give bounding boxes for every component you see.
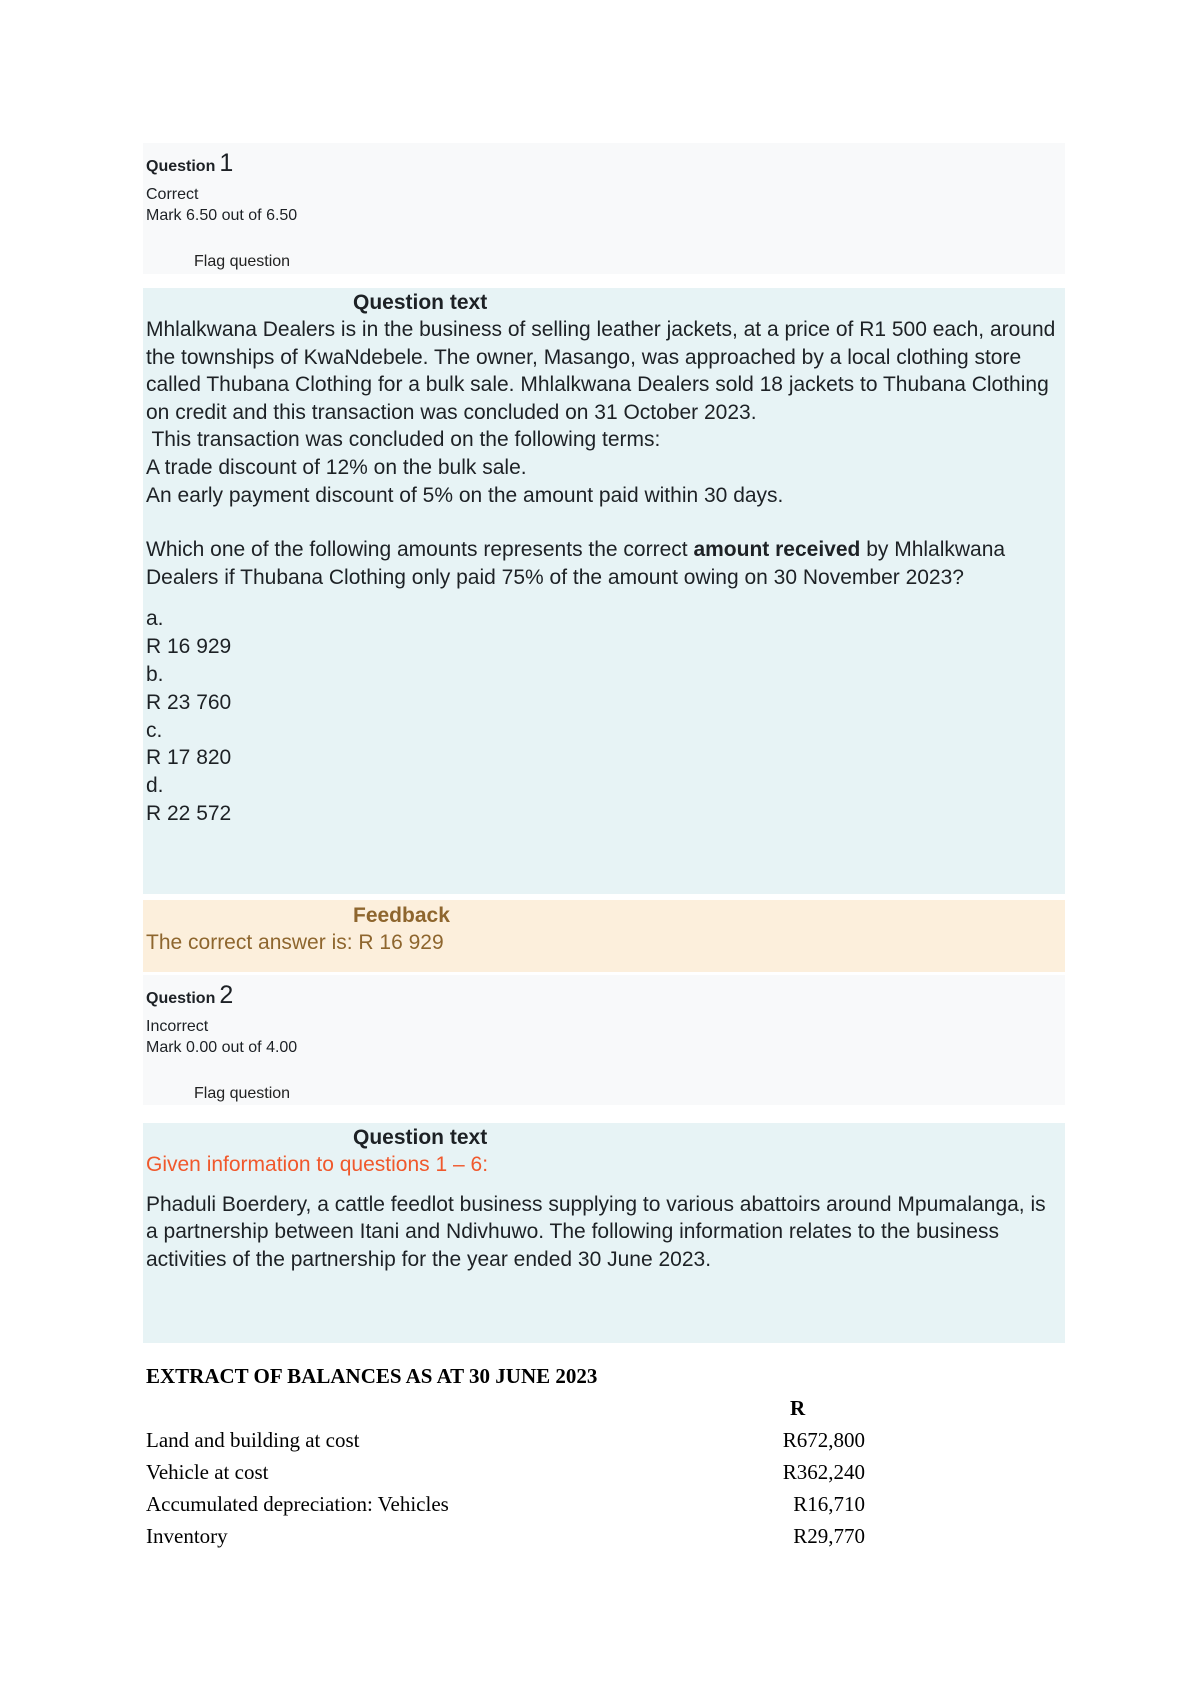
question-mark: Mark 0.00 out of 4.00 (146, 1039, 298, 1056)
balance-row (146, 1424, 906, 1456)
question-number (146, 149, 233, 178)
extract-of-balances (146, 1360, 906, 1552)
balance-value: R29,770 (793, 1524, 865, 1548)
balance-value: R672,800 (782, 1428, 865, 1452)
option-d-value[interactable]: R 22 572 (146, 801, 232, 825)
question-status: Correct (146, 186, 199, 203)
extract-title: EXTRACT OF BALANCES AS AT 30 JUNE 2023 (146, 1364, 598, 1388)
answer-options (146, 605, 1061, 827)
question-number-value: 1 (219, 149, 234, 177)
balance-value: R362,240 (782, 1460, 865, 1484)
option-c-letter[interactable]: c. (146, 718, 163, 742)
question-2-paragraph: Phaduli Boerdery, a cattle feedlot business supplying to various abattoirs around Mpumalanga, is a partnership between Itani and Ndivhuwo. The following information relates to the business activities of the partnership for the year ended 30 June 2023. (146, 1192, 1046, 1271)
feedback-box (143, 900, 1065, 972)
question-text-heading: Question text (353, 1126, 488, 1149)
question-prompt (146, 536, 1061, 591)
question-1-text (143, 288, 1065, 894)
term-trade-discount: A trade discount of 12% on the bulk sale. (146, 455, 527, 479)
question-1-info (143, 143, 1065, 274)
balance-label: Land and building at cost (146, 1428, 360, 1452)
question-text-heading: Question text (353, 291, 488, 314)
question-paragraph: Mhlalkwana Dealers is in the business of selling leather jackets, at a price of R1 500 each, around the townships of KwaNdebele. The owner, Masango, was approached by a local clothing store called Thubana Clothing for a bulk sale. Mhlalkwana Dealers sold 18 jackets to Thubana Clothing on credit and this transaction was concluded on 31 October 2023. (146, 318, 1056, 424)
balance-label: Inventory (146, 1524, 228, 1548)
given-information-heading: Given information to questions 1 – 6: (146, 1153, 489, 1176)
prompt-bold: amount received (693, 538, 861, 562)
feedback-heading: Feedback (353, 904, 450, 927)
terms-intro: This transaction was concluded on the following terms: (146, 428, 661, 452)
flag-question-link[interactable]: Flag question (194, 253, 291, 270)
option-a-letter[interactable]: a. (146, 607, 164, 631)
balance-row (146, 1456, 906, 1488)
flag-question-link[interactable]: Flag question (194, 1085, 291, 1102)
feedback-answer: The correct answer is: R 16 929 (146, 931, 444, 954)
term-early-payment: An early payment discount of 5% on the amount paid within 30 days. (146, 483, 784, 507)
balance-row (146, 1520, 906, 1552)
question-label: Question (146, 990, 216, 1007)
question-status: Incorrect (146, 1018, 209, 1035)
balance-label: Vehicle at cost (146, 1460, 269, 1484)
option-b-letter[interactable]: b. (146, 662, 164, 686)
option-d-letter[interactable]: d. (146, 774, 164, 798)
balance-row (146, 1488, 906, 1520)
question-2-text (143, 1123, 1065, 1343)
question-2-info (143, 975, 1065, 1105)
prompt-text: Which one of the following amounts represents the correct (146, 538, 694, 562)
column-header (146, 1392, 906, 1424)
balance-label: Accumulated depreciation: Vehicles (146, 1492, 449, 1516)
question-mark: Mark 6.50 out of 6.50 (146, 207, 298, 224)
prompt-text-end: by Mhlalkwana Dealers if Thubana Clothing only paid 75% of the amount owing on 30 November 2023? (146, 538, 1006, 589)
option-a-value[interactable]: R 16 929 (146, 635, 232, 659)
question-number-value: 2 (219, 981, 234, 1009)
question-number (146, 981, 233, 1010)
option-c-value[interactable]: R 17 820 (146, 746, 232, 770)
question-label: Question (146, 158, 216, 175)
balance-value: R16,710 (793, 1492, 865, 1516)
column-header-label: R (790, 1396, 806, 1420)
option-b-value[interactable]: R 23 760 (146, 690, 232, 714)
